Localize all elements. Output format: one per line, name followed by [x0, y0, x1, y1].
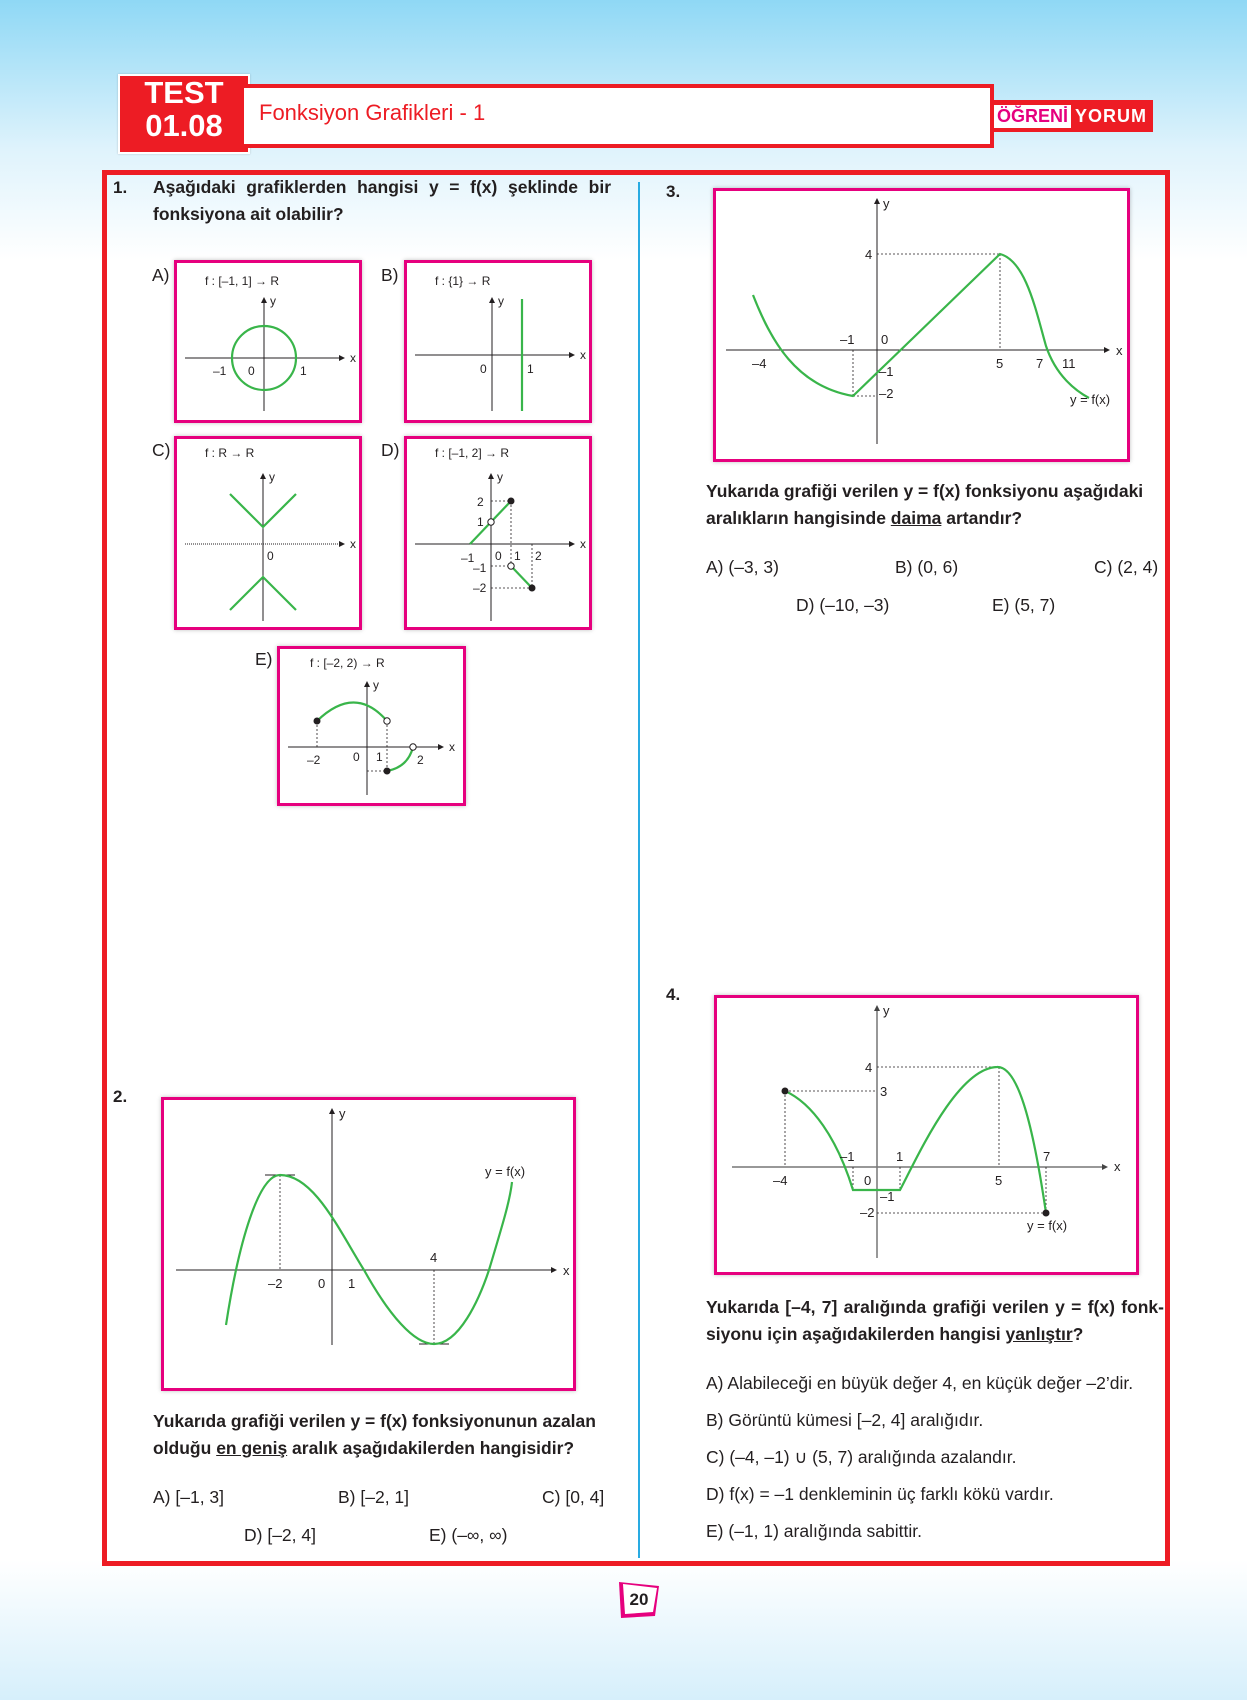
- q3-option-b[interactable]: B) (0, 6): [895, 557, 959, 577]
- x-arrow-icon: [569, 352, 575, 358]
- x-axis-label: x: [449, 740, 455, 754]
- tick: 5: [996, 356, 1004, 371]
- q4-option-e[interactable]: E) (–1, 1) aralığında sabittir.: [706, 1521, 922, 1541]
- y-arrow-icon: [488, 473, 494, 479]
- brand-part2: YORUM: [1075, 105, 1148, 126]
- q1-option-d-label[interactable]: D): [381, 440, 400, 460]
- y-arrow-icon: [489, 297, 495, 303]
- q4-option-d[interactable]: D) f(x) = –1 denkleminin üç farklı kökü vardır.: [706, 1484, 1054, 1504]
- open-point: [384, 718, 390, 724]
- x-arrow-icon: [339, 541, 345, 547]
- q2-option-b[interactable]: B) [–2, 1]: [338, 1487, 410, 1507]
- page-number: 20: [629, 1590, 649, 1609]
- tick: 2: [535, 549, 542, 563]
- function-curve: [753, 254, 1089, 398]
- closed-point: [529, 585, 536, 592]
- tick: 0: [248, 364, 255, 378]
- q1-option-b-label[interactable]: B): [381, 265, 399, 285]
- q3-text-underlined: daima: [890, 508, 942, 528]
- q4-text: [706, 1294, 1164, 1348]
- q3-text: [706, 478, 1164, 532]
- tick: 2: [477, 495, 484, 509]
- q3-graph-svg: [716, 191, 1127, 459]
- tick: 0: [353, 750, 360, 764]
- y-axis-label: y: [497, 470, 503, 484]
- y-axis-label: y: [498, 294, 504, 308]
- y-arrow-icon: [260, 473, 266, 479]
- x-arrow-icon: [339, 355, 345, 361]
- tick: –4: [773, 1173, 788, 1188]
- x-arrow-icon: [569, 541, 575, 547]
- q2-text-underlined: en geniş: [216, 1438, 288, 1458]
- q1-graph-e[interactable]: [277, 646, 466, 806]
- tick: 0: [480, 362, 487, 376]
- page-number-badge: [617, 1580, 661, 1620]
- y-axis-label: y: [373, 678, 379, 692]
- tick: 0: [495, 549, 502, 563]
- q4-number: 4.: [666, 985, 681, 1004]
- q1-text: Aşağıdaki grafiklerden hangisi y = f(x) şeklinde bir fonksiyona ait olabilir?: [153, 177, 611, 224]
- q2-option-e[interactable]: E) (–∞, ∞): [429, 1525, 508, 1545]
- q4-text-part1: Yukarıda [–4, 7] aralığında grafiği verilen y = f(x) fonk-siyonu için aşağıdakilerden hangisi: [706, 1297, 1164, 1344]
- open-point: [488, 519, 494, 525]
- q3-option-c[interactable]: C) (2, 4): [1094, 557, 1159, 577]
- tick: 0: [318, 1276, 326, 1291]
- tick: 1: [896, 1149, 904, 1164]
- q1-option-a-label[interactable]: A): [152, 265, 170, 285]
- q3-text-part2: artandır?: [941, 508, 1023, 528]
- x-axis-label: x: [350, 351, 356, 365]
- tick: –1: [840, 332, 855, 347]
- y-arrow-icon: [874, 1005, 880, 1011]
- tick: –4: [752, 356, 767, 371]
- guide-lines: [785, 1067, 1046, 1213]
- test-label: TEST: [144, 75, 224, 110]
- tick: 5: [995, 1173, 1003, 1188]
- q3-option-e[interactable]: E) (5, 7): [992, 595, 1056, 615]
- q2-number: 2.: [113, 1087, 128, 1106]
- y-axis-label: y: [339, 1106, 346, 1121]
- tick: –1: [840, 1149, 855, 1164]
- tick: 1: [376, 750, 383, 764]
- x-arrow-icon: [438, 744, 444, 750]
- tick: –2: [879, 386, 894, 401]
- x-arrow-icon: [1102, 1164, 1108, 1170]
- tick: –2: [268, 1276, 283, 1291]
- y-axis-label: y: [883, 196, 890, 211]
- q4-graph: [714, 995, 1139, 1275]
- tick: 1: [514, 549, 521, 563]
- tick: 7: [1043, 1149, 1051, 1164]
- q3-graph: [713, 188, 1130, 462]
- q1-graph-d-svg: [407, 439, 589, 627]
- open-point: [508, 563, 514, 569]
- tick: –1: [880, 1189, 895, 1204]
- tick: –1: [213, 364, 227, 378]
- function-curve: [785, 1067, 1046, 1213]
- tick: 1: [477, 515, 484, 529]
- closed-point: [314, 718, 321, 725]
- q1-graph-e-svg: [280, 649, 463, 803]
- segment-2: [511, 566, 532, 588]
- tick: 11: [1062, 356, 1076, 371]
- q1-b-domain: f : {1} → R: [435, 274, 491, 288]
- lower-arc-curve: [387, 747, 413, 771]
- tick: –2: [860, 1205, 875, 1220]
- q1-graph-a-svg: [177, 263, 359, 420]
- q3-number: 3.: [666, 182, 681, 201]
- q2-text-part2: aralık aşağıdakilerden hangisidir?: [287, 1438, 575, 1458]
- column-divider: [638, 182, 640, 1558]
- q1-graph-b[interactable]: [404, 260, 592, 423]
- closed-point: [782, 1088, 789, 1095]
- tick: –2: [307, 753, 321, 767]
- tick: 4: [430, 1250, 438, 1265]
- q1-graph-d[interactable]: [404, 436, 592, 630]
- q2-text: [153, 1408, 611, 1462]
- q1-graph-a[interactable]: [174, 260, 362, 423]
- tick: –1: [879, 364, 894, 379]
- tick: 0: [864, 1173, 872, 1188]
- brand-logo: [992, 100, 1153, 132]
- cubic-curve: [226, 1175, 512, 1344]
- q4-graph-svg: [717, 998, 1136, 1272]
- closed-point: [1043, 1210, 1050, 1217]
- y-axis-label: y: [270, 294, 276, 308]
- y-axis-label: y: [883, 1003, 890, 1018]
- q1-number: 1.: [113, 178, 128, 197]
- tick: –1: [461, 551, 475, 565]
- tick: 1: [348, 1276, 356, 1291]
- tick: 7: [1036, 356, 1044, 371]
- y-arrow-icon: [364, 681, 370, 687]
- q2-option-d[interactable]: D) [–2, 4]: [244, 1525, 316, 1545]
- tick: 4: [865, 247, 873, 262]
- test-badge: [118, 74, 250, 154]
- tick: 0: [267, 549, 274, 563]
- x-axis-label: x: [580, 348, 586, 362]
- q2-graph-svg: [164, 1100, 573, 1388]
- q2-option-c[interactable]: C) [0, 4]: [542, 1487, 605, 1507]
- closed-point: [384, 768, 391, 775]
- y-arrow-icon: [329, 1108, 335, 1114]
- q1-a-domain: f : [–1, 1] → R: [205, 274, 280, 288]
- tick: 4: [865, 1060, 873, 1075]
- tick: 0: [881, 332, 889, 347]
- q4-option-b[interactable]: B) Görüntü kümesi [–2, 4] aralığıdır.: [706, 1410, 984, 1430]
- q4-text-underlined: yanlıştır: [1005, 1324, 1073, 1344]
- q2-graph: [161, 1097, 576, 1391]
- q4-text-part2: ?: [1072, 1324, 1084, 1344]
- q2-text-part1: Yukarıda grafiği verilen y = f(x) fonksiyonunun azalan olduğu: [153, 1411, 596, 1458]
- tick: –2: [473, 581, 487, 595]
- tick: 1: [527, 362, 534, 376]
- y-arrow-icon: [874, 198, 880, 204]
- x-axis-label: x: [580, 537, 586, 551]
- q3-text-part1: Yukarıda grafiği verilen y = f(x) fonksiyonu aşağıdaki aralıkların hangisinde: [706, 481, 1144, 528]
- y-axis-label: y: [269, 470, 275, 484]
- q4-option-a[interactable]: A) Alabileceği en büyük değer 4, en küçük değer –2’dir.: [706, 1373, 1134, 1393]
- tick: 1: [300, 364, 307, 378]
- x-axis-label: x: [350, 537, 356, 551]
- open-point: [410, 744, 416, 750]
- q4-option-c[interactable]: C) (–4, –1) ∪ (5, 7) aralığında azalandır.: [706, 1447, 1017, 1467]
- q2-option-a[interactable]: A) [–1, 3]: [153, 1487, 225, 1507]
- arc-curve: [317, 703, 387, 722]
- tick: 3: [880, 1084, 888, 1099]
- closed-point: [508, 498, 515, 505]
- q3-option-d[interactable]: D) (–10, –3): [796, 595, 890, 615]
- y-arrow-icon: [261, 297, 267, 303]
- x-arrow-icon: [1104, 347, 1110, 353]
- q3-option-a[interactable]: A) (–3, 3): [706, 557, 779, 577]
- q1-c-domain: f : R → R: [205, 446, 255, 460]
- tick: –1: [473, 561, 487, 575]
- curve-label: y = f(x): [1070, 392, 1111, 407]
- q1-option-e-label[interactable]: E): [255, 649, 273, 669]
- x-axis-label: x: [563, 1263, 570, 1278]
- brand-part1: ÖĞRENİ: [994, 105, 1071, 128]
- curve-label: y = f(x): [485, 1164, 526, 1179]
- x-arrow-icon: [551, 1267, 557, 1273]
- q1-graph-c[interactable]: [174, 436, 362, 630]
- tick: 2: [417, 753, 424, 767]
- x-axis-label: x: [1116, 343, 1123, 358]
- q1-graph-c-svg: [177, 439, 359, 627]
- curve-label: y = f(x): [1027, 1218, 1068, 1233]
- test-number: 01.08: [145, 108, 223, 143]
- x-axis-label: x: [1114, 1159, 1121, 1174]
- q1-graph-b-svg: [407, 263, 589, 420]
- page-title: Fonksiyon Grafikleri - 1: [259, 100, 486, 125]
- q1-d-domain: f : [–1, 2] → R: [435, 446, 510, 460]
- q1-option-c-label[interactable]: C): [152, 440, 171, 460]
- q1-e-domain: f : [–2, 2) → R: [310, 656, 385, 670]
